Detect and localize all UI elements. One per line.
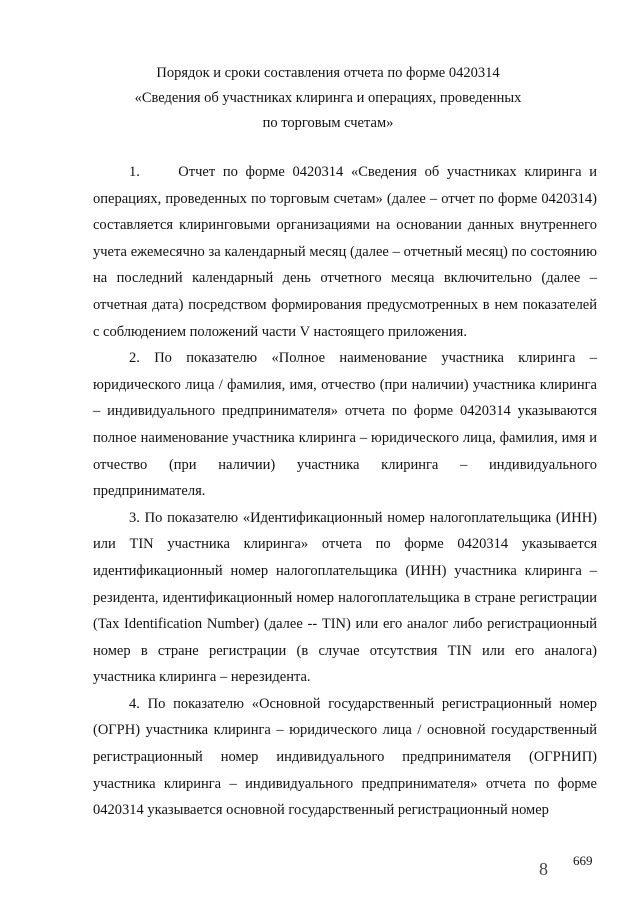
title-line-2: «Сведения об участниках клиринга и операциях, проведенных [134,90,522,106]
document-title [80,61,576,136]
paragraph-4: 4. По показателю «Основной государственный регистрационный номер (ОГРН) участника клиринга – юридического лица / основной государственный регистрационный номер индивидуального предпринимателя (ОГРНИП) участника клиринга – индивидуального предпринимателя» отчета по форме 0420314 указывается основной государственный регистрационный номер [93,695,597,819]
paragraph-1: 1. Отчет по форме 0420314 «Сведения об участниках клиринга и операциях, проведенных по торговым счетам» (далее – отчет по форме 0420314) составляется клиринговыми организациями на основании данных внутреннего учета ежемесячно за календарный месяц (далее – отчетный месяц) по состоянию на последний календарный день отчетного месяца включительно (далее – отчетная дата) посредством формирования предусмотренных в нем показателей с соблюдением положений части V настоящего приложения. [93,164,597,340]
title-line-1: Порядок и сроки составления отчета по форме 0420314 [156,65,500,81]
title-line-3: по торговым счетам» [262,115,394,131]
handwritten-mark: 8 [539,859,548,879]
paragraph-2: 2. По показателю «Полное наименование участника клиринга – юридического лица / фамилия, имя, отчество (при наличии) участника клиринга – индивидуального предпринимателя» отчета по форме 0420314 указываются полное наименование участника клиринга – юридического лица, фамилия, имя и отчество (при наличии) участника клиринга – индивидуального предпринимателя. [93,350,597,500]
page-number: 669 [573,853,593,868]
paragraph-3: 3. По показателю «Идентификационный номер налогоплательщика (ИНН) или TIN участника клиринга» отчета по форме 0420314 указывается идентификационный номер налогоплательщика (ИНН) участника клиринга – резидента, идентификационный номер налогоплательщика в стране регистрации (Tax Identification Number) (далее -- TIN) или его аналог либо регистрационный номер в стране регистрации (в случае отсутствия TIN или его аналога) участника клиринга – нерезидента. [93,509,597,686]
document-body [93,159,597,824]
